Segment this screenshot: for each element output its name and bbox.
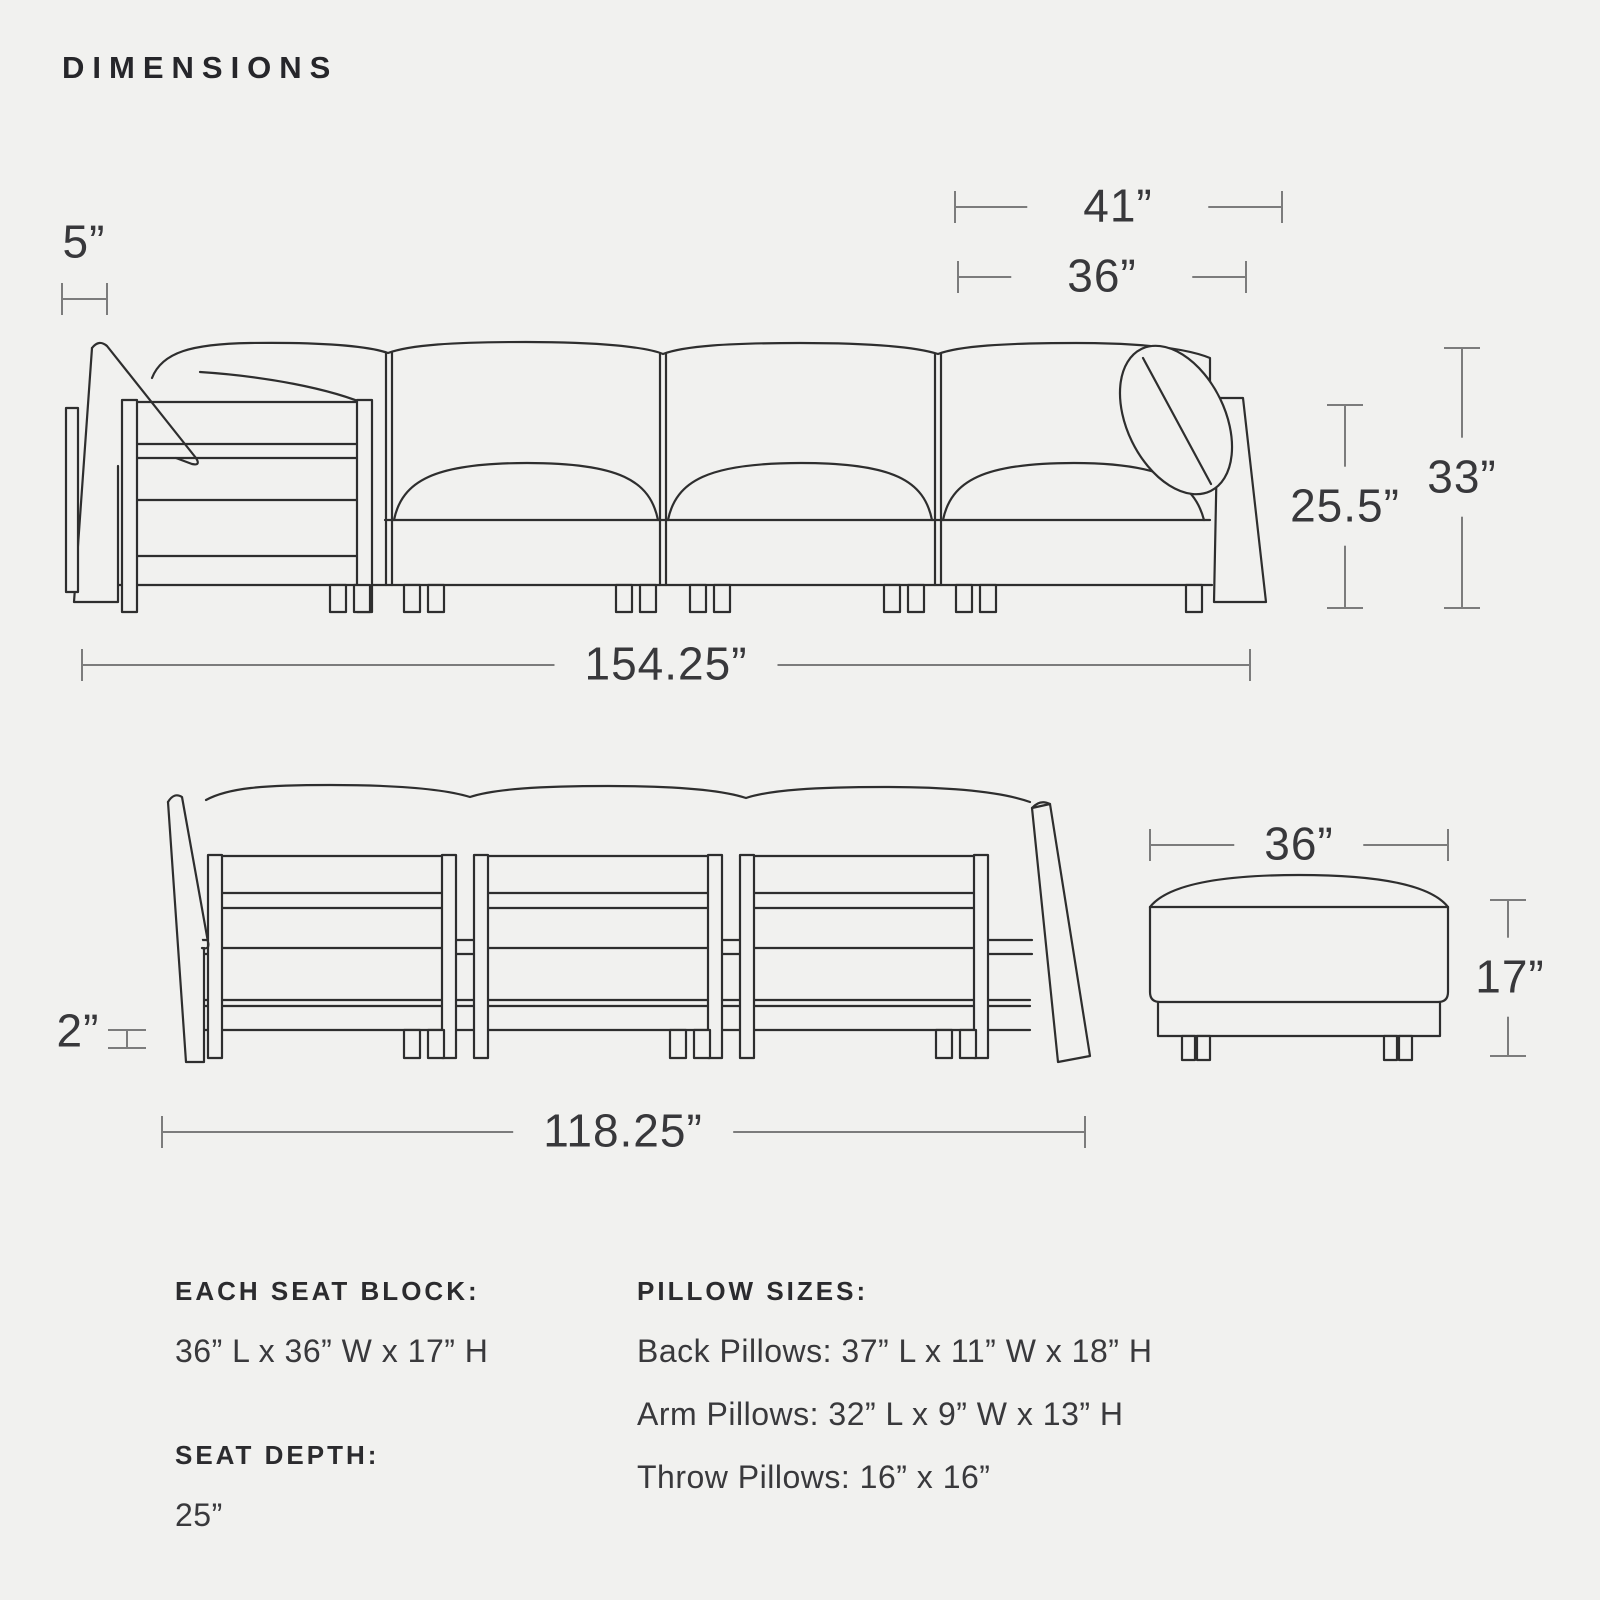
seat-block-heading: EACH SEAT BLOCK: xyxy=(175,1276,480,1306)
specs-right-column xyxy=(637,1276,1152,1496)
page-title: DIMENSIONS xyxy=(62,50,339,85)
front-frame xyxy=(122,400,372,612)
dim-label-arm-width: 5” xyxy=(62,215,106,268)
front-view-sofa xyxy=(66,328,1266,612)
specs-left-column xyxy=(175,1276,488,1534)
dim-label-ottoman-width: 36” xyxy=(1234,819,1363,870)
back-left-arm xyxy=(168,795,208,1062)
dim-label-overall-width-front: 154.25” xyxy=(554,639,777,690)
seat-block-value: 36” L x 36” W x 17” H xyxy=(175,1333,489,1369)
front-legs xyxy=(330,585,1202,612)
dim-label-overall-width-back: 118.25” xyxy=(513,1106,733,1157)
ottoman-drawing xyxy=(1150,875,1448,1060)
dim-label-ottoman-height: 17” xyxy=(1465,938,1554,1017)
front-view-dimension-lines xyxy=(62,191,1480,681)
seat-depth-heading: SEAT DEPTH: xyxy=(175,1440,380,1470)
dim-label-seat-with-arm-width: 41” xyxy=(1027,181,1208,232)
pillow-size-item-throw: Throw Pillows: 16” x 16” xyxy=(637,1459,991,1495)
pillow-sizes-heading: PILLOW SIZES: xyxy=(637,1276,869,1306)
dim-label-overall-height: 33” xyxy=(1417,438,1506,517)
back-right-arm xyxy=(1032,802,1090,1062)
ottoman-legs xyxy=(1182,1036,1412,1060)
pillow-size-item-arm: Arm Pillows: 32” L x 9” W x 13” H xyxy=(637,1396,1124,1432)
back-frames xyxy=(208,855,988,1058)
back-legs xyxy=(404,1030,976,1058)
dim-label-seat-width: 36” xyxy=(1011,251,1192,302)
dim-label-leg-height: 2” xyxy=(56,1004,100,1057)
pillow-size-item-back: Back Pillows: 37” L x 11” W x 18” H xyxy=(637,1333,1153,1369)
seat-depth-value: 25” xyxy=(175,1497,223,1533)
dim-label-seat-height: 25.5” xyxy=(1280,467,1410,546)
back-view-sofa xyxy=(168,785,1090,1062)
